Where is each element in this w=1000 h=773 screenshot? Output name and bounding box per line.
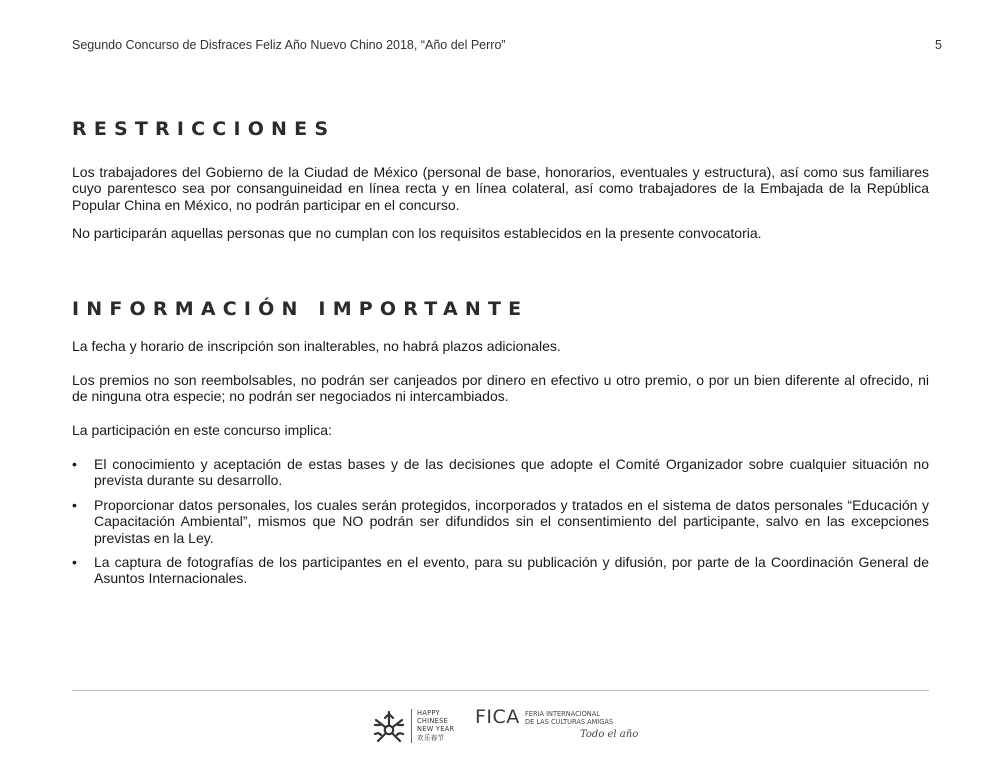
hcny-logo-text [417,709,454,742]
page-number: 5 [935,38,942,52]
bullet-icon: • [72,554,77,571]
informacion-body-1 [72,338,929,354]
informacion-body-2 [72,372,929,405]
list-item [72,554,929,587]
restricciones-paragraph-2: No participarán aquellas personas que no cumplan con los requisitos establecidos en la presente convocatoria. [72,225,762,241]
informacion-paragraph-1: La fecha y horario de inscripción son inalterables, no habrá plazos adicionales. [72,338,561,354]
happy-chinese-new-year-flower-icon [372,708,406,744]
fica-wordmark: FICA [475,706,520,728]
fica-subtitle [525,710,613,727]
hcny-line-2: CHINESE [417,717,449,726]
footer-logos [372,706,642,746]
footer-divider [72,690,929,691]
hcny-line-4: 欢乐春节 [417,733,445,742]
informacion-section [72,298,929,320]
list-item [72,497,929,546]
restricciones-heading: RESTRICCIONES [72,118,336,140]
restricciones-section [72,118,929,140]
informacion-paragraph-2: Los premios no son reembolsables, no podrán ser canjeados por dinero en efectivo u otro premio, o por un bien diferente al ofrecido, ni de ninguna otra especie; no podrán ser negociados ni intercambiados. [72,372,929,405]
hcny-line-3: NEW YEAR [417,725,455,734]
restricciones-body [72,164,929,213]
list-item [72,456,929,489]
logo-separator [411,709,412,743]
restricciones-body-2 [72,225,929,241]
informacion-heading: INFORMACIÓN IMPORTANTE [72,298,529,320]
restricciones-paragraph-1: Los trabajadores del Gobierno de la Ciudad de México (personal de base, honorarios, eventuales y estructura), así como sus familiares cuyo parentesco sea por consanguineidad en línea recta y en línea colateral, así como trabajadores de la Embajada de la República Popular China en México, no podrán participar en el concurso. [72,164,929,213]
informacion-paragraph-3: La participación en este concurso implica: [72,422,332,438]
informacion-bullet-list [72,456,929,595]
bullet-text: Proporcionar datos personales, los cuales serán protegidos, incorporados y tratados en el sistema de datos personales “Educación y Capacitación Ambiental”, mismos que NO podrán ser difundidos sin el consentimiento del participante, salvo en las excepciones previstas en la Ley. [94,496,929,546]
fica-subtitle-line-2: DE LAS CULTURAS AMIGAS [525,718,614,727]
informacion-body-3 [72,422,929,438]
bullet-text: El conocimiento y aceptación de estas bases y de las decisiones que adopte el Comité Organizador sobre cualquier situación no prevista durante su desarrollo. [94,456,929,489]
bullet-icon: • [72,496,77,513]
fica-subtitle-line-1: FERIA INTERNACIONAL [525,710,600,718]
bullet-text: La captura de fotografías de los participantes en el evento, para su publicación y difusión, por parte de la Coordinación General de Asuntos Internacionales. [94,554,929,587]
bullet-icon: • [72,456,77,472]
running-header-title: Segundo Concurso de Disfraces Feliz Año Nuevo Chino 2018, “Año del Perro” [72,38,506,52]
hcny-line-1: HAPPY [417,709,440,717]
fica-tagline: Todo el año [580,729,639,740]
